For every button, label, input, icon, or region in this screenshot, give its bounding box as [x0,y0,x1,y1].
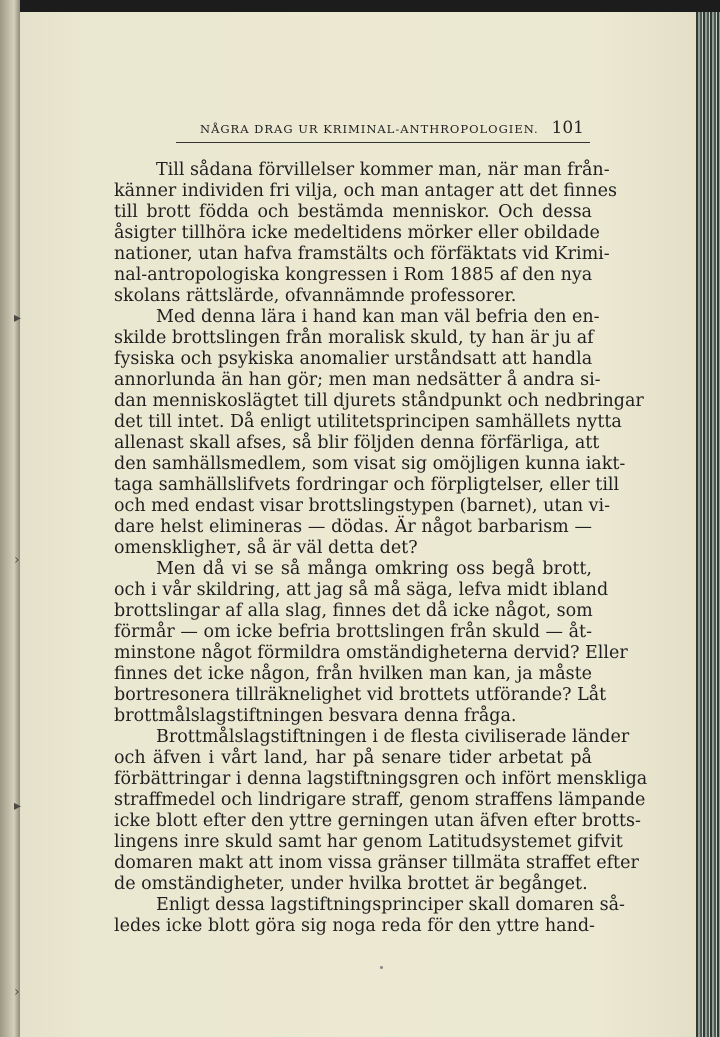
margin-mark: › [14,552,20,568]
text-line: och med endast visar brottslingstypen (barnet), utan vi- [114,496,611,516]
text-line: allenast skall afses, så blir följden denna förfärliga, att [114,433,600,453]
text-line: brottmålslagstiftningen besvara denna fråga. [114,706,517,726]
text-line: brottslingar af alla slag, finnes det då icke något, som [114,601,593,621]
text-line: icke blott efter den yttre gerningen utan äfven efter brotts- [114,811,641,831]
text-line: domaren makt att inom vissa gränser tillmäta straffet efter [114,853,639,873]
text-line: de omständigheter, under hvilka brottet är begånget. [114,874,588,894]
text-line: nationer, utan hafva framstälts och förfäktats vid Krimi- [114,244,610,264]
text-line: känner individen fri vilja, och man antager att det finnes [114,181,617,201]
text-line: och i vår skildring, att jag så må säga, lefva midt ibland [114,580,609,600]
text-line: Enligt dessa lagstiftningsprinciper skall domaren så- [156,895,625,915]
text-line: Med denna lära i hand kan man väl befria den en- [156,307,600,327]
running-title: NÅGRA DRAG UR KRIMINAL-ANTHROPOLOGIEN. [200,122,539,136]
margin-mark: › [14,984,20,1000]
text-line: nal-antropologiska kongressen i Rom 1885 af den nya [114,265,593,285]
text-line: förbättringar i denna lagstiftningsgren och infört menskliga [114,769,648,789]
margin-mark: ▸ [14,798,22,814]
text-line: minstone något förmildra omständigheterna dervid? Eller [114,643,628,663]
text-line: bortresonera tillräknelighet vid brottets utförande? Låt [114,685,607,705]
text-line: det till intet. Då enligt utilitetsprincipen samhällets nytta [114,412,622,432]
text-line: dan menniskoslägtet till djurets ståndpunkt och nedbringar [114,391,644,411]
text-line: Till sådana förvillelser kommer man, när man från- [156,160,610,180]
text-line: straffmedel och lindrigare straff, genom straffens lämpande [114,790,646,810]
text-line: taga samhällslifvets fordringar och förpligtelser, eller till [114,475,620,495]
text-line: lingens inre skuld samt har genom Latitudsystemet gifvit [114,832,623,852]
binding-edge-left [0,0,20,1037]
text-line: till brott födda och bestämda menniskor. Och dessa [114,202,592,222]
text-line: omenskligheт, så är väl detta det? [114,538,418,558]
text-line: finnes det icke någon, från hvilken man kan, ja måste [114,664,592,684]
text-line: skolans rättslärde, ofvannämnde professorer. [114,286,517,306]
margin-mark: ▸ [14,310,22,326]
text-line: fysiska och psykiska anomalier urståndsatt att handla [114,349,593,369]
page-header [176,118,590,143]
body-text [114,160,648,937]
page-speck [380,966,383,969]
top-dark-border [0,0,720,12]
text-line: åsigter tillhöra icke medeltidens mörker eller obildade [114,223,600,243]
text-line: den samhällsmedlem, som visat sig omöjligen kunna iakt- [114,454,626,474]
text-line: och äfven i vårt land, har på senare tider arbetat på [114,748,592,768]
text-line: skilde brottslingen från moralisk skuld, ty han är ju af [114,328,594,348]
page-stack-edge-right [696,12,720,1037]
text-line: ledes icke blott göra sig noga reda för den yttre hand- [114,916,595,936]
text-line: dare helst elimineras — dödas. Är något barbarism — [114,517,592,537]
text-line: förmår — om icke befria brottslingen från skuld — åt- [114,622,592,642]
text-line: Men då vi se så många omkring oss begå brott, [156,559,592,579]
text-line: annorlunda än han gör; men man nedsätter å andra si- [114,370,601,390]
text-line: Brottmålslagstiftningen i de flesta civiliserade länder [156,727,630,747]
page-number: 101 [551,118,584,138]
